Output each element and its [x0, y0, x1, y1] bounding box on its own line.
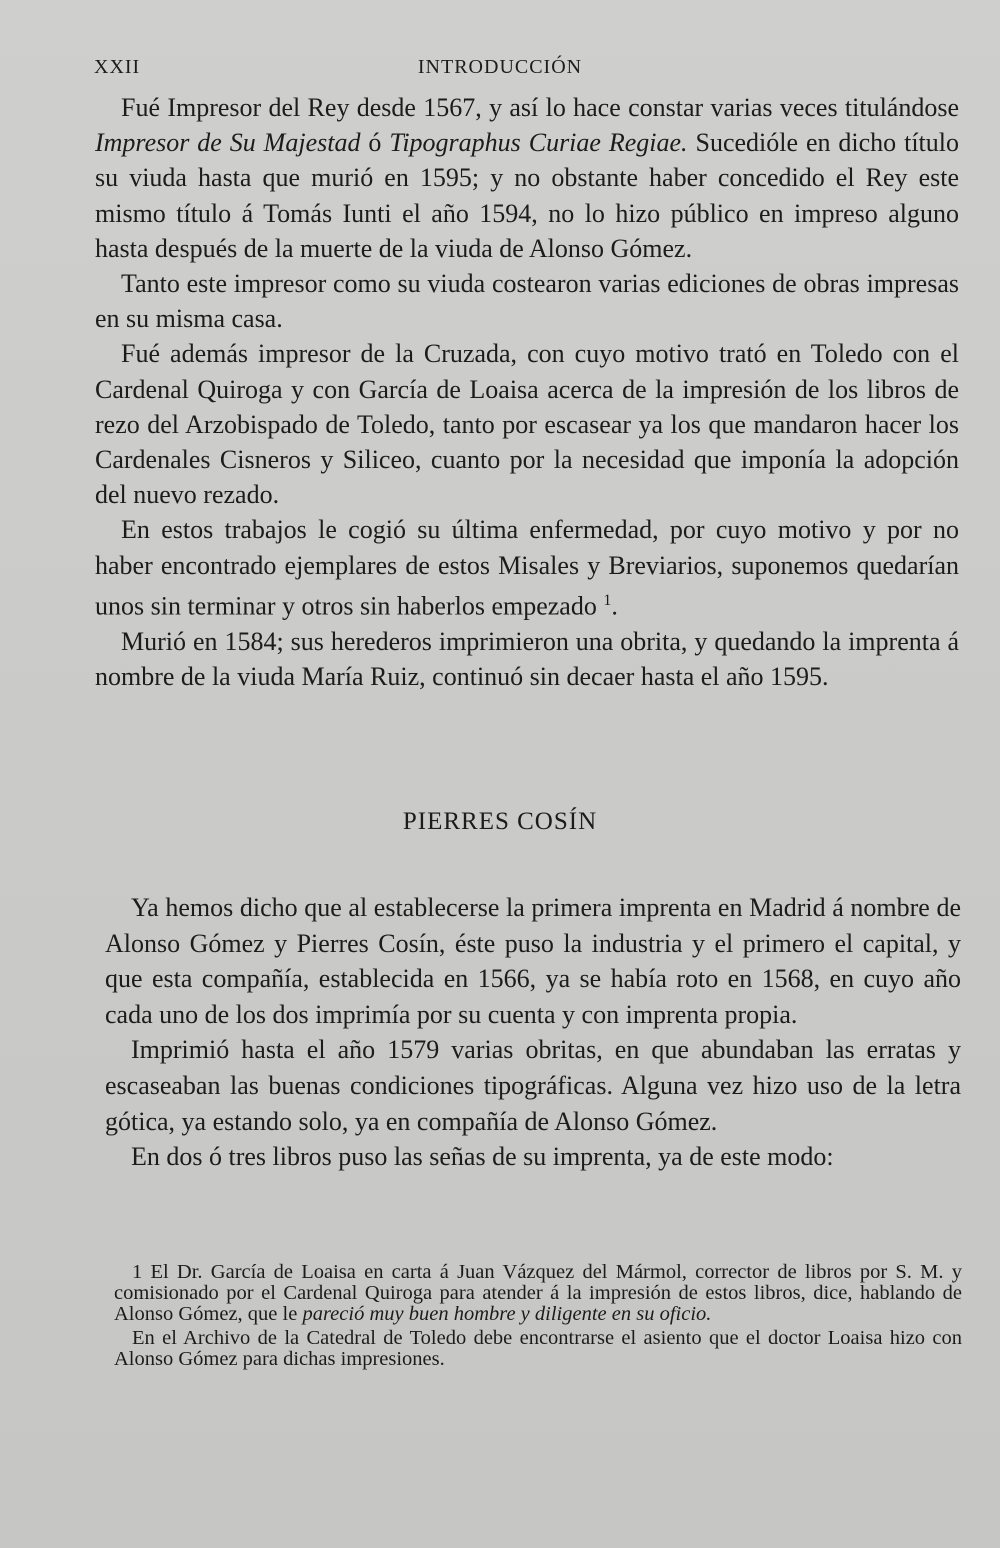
footnote-number: 1 [132, 1261, 143, 1283]
paragraph [95, 90, 959, 266]
text-run: El Dr. García de Loaisa en carta á Juan Vázquez del Mármol, corrector de libros por S. M. y comisionado por el Cardenal Quiroga para atender á la impresión de estos libros, dice, hablando de Alonso Gómez, que le [114, 1261, 962, 1326]
paragraph: Fué además impresor de la Cruzada, con cuyo motivo trató en Toledo con el Cardenal Quiroga y con García de Loaisa acerca de la impresión de los libros de rezo del Arzobispado de Toledo, tanto por escasear ya los que mandaron hacer los Cardenales Cisneros y Siliceo, cuanto por la necesidad que imponía la adopción del nuevo rezado. [95, 339, 959, 510]
footnote [114, 1262, 962, 1326]
running-title: INTRODUCCIÓN [417, 56, 583, 78]
paragraph: Murió en 1584; sus herederos imprimieron una obrita, y quedando la imprenta á nombre de la viuda María Ruiz, continuó sin decaer hasta el año 1595. [95, 626, 959, 691]
page-number: XXII [94, 56, 141, 78]
paragraph: Ya hemos dicho que al establecerse la primera imprenta en Madrid á nombre de Alonso Gómez y Pierres Cosín, éste puso la industria y el primero el capital, y que esta compañía, establecida en 1566, ya se había roto en 1568, en cuyo año cada uno de los dos imprimía por su cuenta y con imprenta propia. [105, 893, 961, 1029]
text-run: En estos trabajos le cogió su última enfermedad, por cuyo motivo y por no haber encontrado ejemplares de estos Misales y Breviarios, suponemos quedarían unos sin terminar y otros sin haberlos empezado [95, 515, 959, 621]
paragraph: En dos ó tres libros puso las señas de su imprenta, ya de este modo: [131, 1142, 834, 1172]
paragraph: Tanto este impresor como su viuda costearon varias ediciones de obras impresas en su misma casa. [95, 269, 959, 334]
footnote-reference[interactable]: 1 [603, 591, 612, 609]
body-text-section-1 [95, 90, 959, 694]
body-text-section-2 [105, 890, 961, 1175]
section-heading: PIERRES COSÍN [402, 808, 598, 835]
footnotes [114, 1262, 962, 1372]
page-header [0, 56, 1000, 86]
footnote: En el Archivo de la Catedral de Toledo debe encontrarse el asiento que el doctor Loaisa hizo con Alonso Gómez para dichas impresiones. [114, 1326, 962, 1370]
text-run: Fué Impresor del Rey desde 1567, y así lo hace constar varias veces titulándose [121, 93, 959, 122]
text-run: . [611, 591, 618, 621]
paragraph: Imprimió hasta el año 1579 varias obritas, en que abundaban las erratas y escaseaban las buenas condiciones tipográficas. Alguna vez hizo uso de la letra gótica, ya estando solo, ya en compañía de Alonso Gómez. [105, 1035, 961, 1136]
paragraph [95, 512, 959, 623]
italic-phrase: Tipographus Curiae Regiae. [389, 128, 688, 158]
italic-phrase: pareció muy buen hombre y diligente en su oficio. [302, 1303, 712, 1326]
italic-phrase: Impresor de Su Majestad [95, 128, 361, 158]
text-run: Sucedióle en dicho título su viuda hasta que murió en 1595; y no obstante haber concedido el Rey este mismo título á Tomás Iunti el año 1594, no lo hizo público en impreso alguno hasta después de la muerte de la viuda de Alonso Gómez. [95, 128, 959, 263]
text-run: ó [360, 128, 390, 158]
